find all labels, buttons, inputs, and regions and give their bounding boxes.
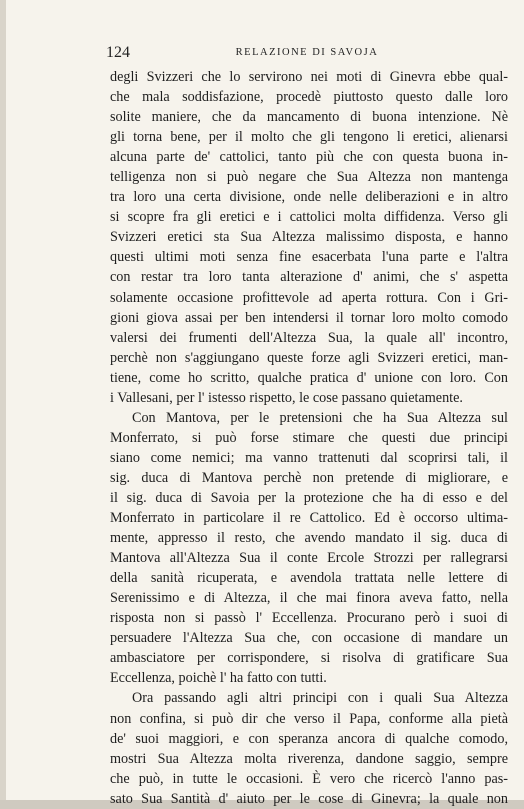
- text-line: della sanità ricuperata, e avendola trattata nelle lettere di: [110, 570, 508, 587]
- text-line: degli Svizzeri che lo servirono nei moti di Ginevra ebbe qual-: [110, 69, 508, 85]
- text-line: valersi dei frumenti dell'Altezza Sua, la quale all' incontro,: [110, 329, 508, 346]
- page-number: 124: [106, 44, 130, 61]
- text-line: gioni giova assai per ben intendersi il tornar loro molto comodo: [110, 309, 508, 326]
- text-line: che mala soddisfazione, procedè piuttosto questo dalle loro: [110, 89, 508, 106]
- text-line: solite maniere, che da mancamento di buona intenzione. Nè: [110, 109, 508, 126]
- text-line: siano come nemici; ma vanno trattenuti dal scoprirsi tali, il: [110, 449, 508, 466]
- text-line: questi ultimi moti senza fine esacerbata l'una parte e l'altra: [110, 249, 508, 266]
- text-line: alcuna parte de' cattolici, tanto più che con questa buona in-: [110, 149, 508, 166]
- text-line: persuadere l'Altezza Sua che, con occasione di mandare un: [110, 630, 508, 647]
- text-line: Con Mantova, per le pretensioni che ha Sua Altezza sul: [132, 409, 508, 426]
- text-line: tra loro una certa divisione, onde nelle deliberazioni e in altro: [110, 189, 508, 206]
- page-header: [106, 44, 508, 64]
- text-line: de' suoi maggiori, e con speranza ancora di qualche comodo,: [110, 730, 508, 747]
- text-line: solamente occasione profittevole ad aperta rottura. Con i Gri-: [110, 289, 508, 306]
- text-line: Svizzeri eretici sta Sua Altezza malissimo disposta, e hanno: [110, 229, 508, 246]
- text-line: che può, in tutte le occasioni. È vero che ricercò l'anno pas-: [110, 770, 508, 787]
- text-line: sato Sua Santità d' aiuto per le cose di Ginevra; la quale non: [110, 790, 508, 807]
- text-line: non confina, si può dir che verso il Papa, conforme alla pietà: [110, 710, 508, 727]
- paragraph: [110, 67, 508, 408]
- paragraph: [110, 408, 508, 689]
- text-line: con restar tra loro tanta alterazione d' animi, che s' aspetta: [110, 269, 508, 286]
- text-line: si scopre fra gli eretici e i cattolici molta diffidenza. Verso gli: [110, 209, 508, 226]
- text-line: sig. duca di Mantova perchè non pretende di migliorare, e: [110, 469, 508, 486]
- text-line: tiene, come ho scritto, qualche pratica d' unione con loro. Con: [110, 369, 508, 386]
- text-line: gli torna bene, per il molto che gli tengono li eretici, alienarsi: [110, 129, 508, 146]
- text-line: mente, appresso il resto, che avendo mandato il sig. duca di: [110, 530, 508, 547]
- text-line: i Vallesani, per l' istesso rispetto, le cose passano quietamente.: [110, 389, 463, 406]
- text-line: Serenissimo e di Altezza, il che mai finora aveva fatto, nella: [110, 590, 508, 607]
- text-line: Mantova all'Altezza Sua il conte Ercole Strozzi per rallegrarsi: [110, 550, 508, 567]
- text-line: Monferrato, si può forse stimare che questi due principi: [110, 429, 508, 446]
- text-line: perchè non s'aggiungano queste forze agli Svizzeri eretici, man-: [110, 349, 508, 366]
- text-line: il sig. duca di Savoia per la protezione che ha di esso e del: [110, 489, 508, 506]
- text-line: risposta non si passò l' Eccellenza. Procurano però i suoi di: [110, 610, 508, 627]
- text-line: Monferrato in particolare il re Cattolico. Ed è occorso ultima-: [110, 510, 508, 527]
- text-line: ambasciatore per corrispondere, si risolva di gratificare Sua: [110, 650, 508, 667]
- paragraph: [110, 688, 508, 808]
- text-line: Ora passando agli altri principi con i quali Sua Altezza: [132, 690, 508, 707]
- body-text: [110, 67, 508, 809]
- text-line: mostri Sua Altezza molta riverenza, dandone saggio, sempre: [110, 750, 508, 767]
- running-title: RELAZIONE DI SAVOJA: [235, 47, 379, 58]
- text-line: telligenza non si può negare che Sua Altezza non mantenga: [110, 169, 508, 186]
- text-line: Eccellenza, poichè l' ha fatto con tutti.: [110, 670, 327, 687]
